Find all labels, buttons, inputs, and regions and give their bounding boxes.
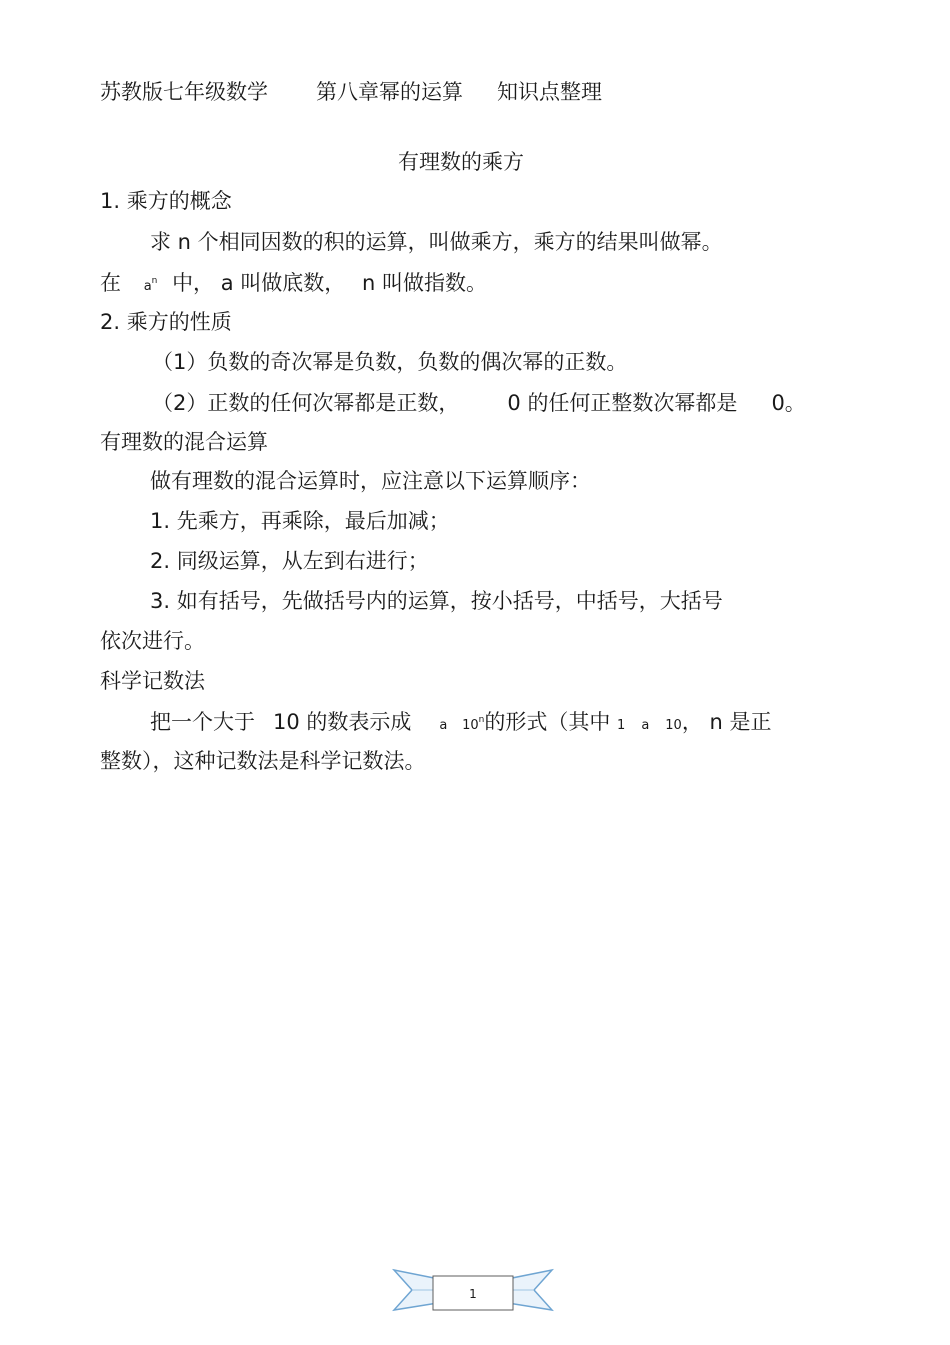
sci-exp: n [478, 715, 485, 725]
mixed-rule-1: 1. 先乘方，再乘除，最后加减； [150, 509, 450, 533]
sci-ten: 10 [273, 710, 300, 734]
mixed-rule-3-line2: 依次进行。 [100, 629, 205, 653]
notation-base: a [143, 279, 152, 294]
section-title-mixed: 有理数的混合运算 [100, 430, 268, 454]
sci-n: n [709, 710, 723, 734]
scientific-line-2: 整数），这种记数法是科学记数法。 [100, 749, 426, 773]
sci-a2: a [641, 718, 650, 733]
sci-part1: 把一个大于 [150, 710, 255, 734]
notation-mid: 中， [172, 271, 215, 295]
mixed-rule-2: 2. 同级运算，从左到右进行； [150, 549, 429, 573]
sci-base10: 10 [462, 718, 479, 733]
sci-one: 1 [617, 718, 626, 733]
page-number: 1 [469, 1287, 477, 1301]
sci-comma: ， [681, 710, 703, 734]
property-1: （1）负数的奇次幂是负数，负数的偶次幂的正数。 [152, 350, 628, 374]
notation-prefix: 在 [100, 271, 121, 295]
mixed-rule-3-line1: 3. 如有括号，先做括号内的运算，按小括号，中括号，大括号 [150, 589, 723, 613]
section-title-scientific: 科学记数法 [100, 669, 205, 693]
mixed-intro: 做有理数的混合运算时，应注意以下运算顺序： [150, 469, 591, 493]
sci-part2: 的数表示成 [306, 710, 412, 734]
concept-definition: 求 n 个相同因数的积的运算，叫做乘方，乘方的结果叫做幂。 [150, 230, 723, 254]
section-title-powers: 有理数的乘方 [398, 150, 524, 174]
sci-part3: 的形式（其中 [484, 710, 611, 734]
sci-a: a [439, 718, 448, 733]
concept-notation [100, 269, 487, 302]
notation-n-desc: 叫做指数。 [382, 271, 487, 295]
properties-heading: 2. 乘方的性质 [100, 310, 232, 334]
notation-a-desc: 叫做底数， [240, 271, 346, 295]
property-2 [152, 389, 806, 417]
header-kind: 知识点整理 [497, 80, 602, 104]
property-2-part2: 的任何正整数次幂都是 [527, 391, 738, 415]
concept-heading: 1. 乘方的概念 [100, 189, 232, 213]
property-2-zero-end: 0。 [771, 391, 806, 415]
property-2-part1: （2）正数的任何次幂都是正数， [152, 391, 460, 415]
notation-n-label: n [362, 271, 376, 295]
notation-a-label: a [220, 271, 234, 295]
header-chapter: 第八章幂的运算 [316, 80, 463, 104]
document-header [100, 78, 602, 106]
property-2-zero: 0 [507, 391, 521, 415]
sci-part4: 是正 [729, 710, 772, 734]
scientific-line-1 [150, 708, 772, 741]
sci-ten2: 10 [665, 718, 682, 733]
notation-exponent: n [151, 276, 158, 286]
header-series: 苏教版七年级数学 [100, 80, 268, 104]
